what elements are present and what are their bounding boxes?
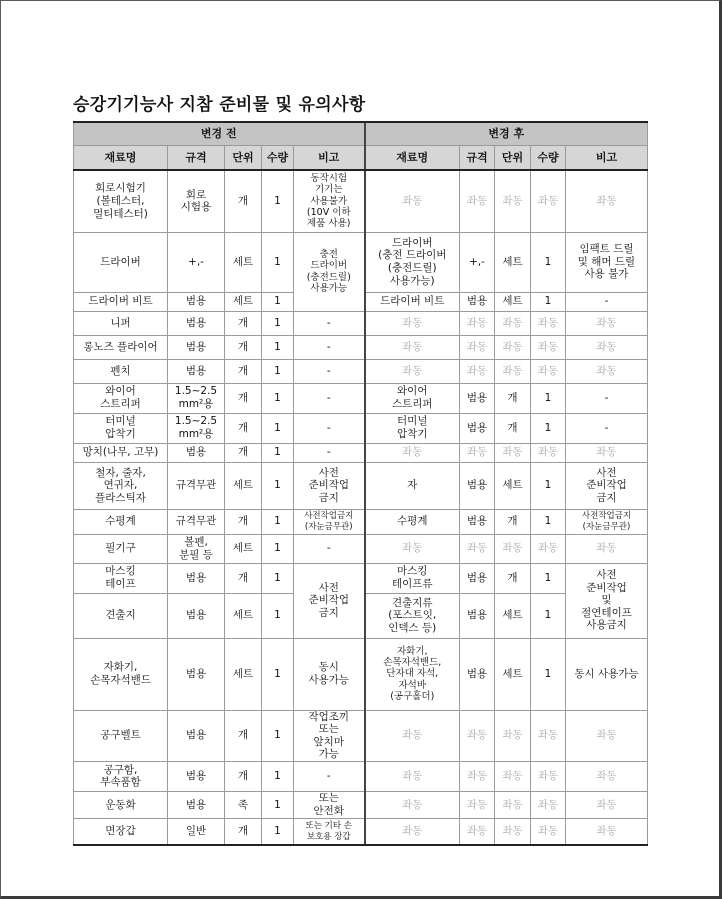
- cell-spec-after: 범용: [460, 593, 495, 638]
- cell-note: -: [294, 413, 365, 443]
- cell-note: -: [294, 534, 365, 563]
- cell-same: 좌동: [365, 818, 460, 845]
- cell-qty: 1: [262, 170, 294, 232]
- cell-note: -: [294, 335, 365, 359]
- cell-spec: 회로 시험용: [168, 170, 225, 232]
- cell-unit-after: 세트: [495, 232, 531, 292]
- table-row: [74, 534, 648, 563]
- cell-qty: 1: [262, 413, 294, 443]
- group-before-label: 변경 전: [74, 122, 365, 146]
- cell-unit-after: 세트: [495, 462, 531, 509]
- table-row: [74, 761, 648, 791]
- col-header-spec: 규격: [168, 146, 225, 171]
- cell-name-after: 드라이버 비트: [365, 292, 460, 311]
- cell-same: 좌동: [566, 443, 648, 462]
- cell-qty-after: 1: [531, 232, 566, 292]
- cell-same: 좌동: [566, 791, 648, 818]
- cell-unit: 세트: [225, 232, 262, 292]
- cell-same: 좌동: [566, 359, 648, 383]
- cell-unit: 세트: [225, 462, 262, 509]
- cell-same: 좌동: [566, 710, 648, 761]
- cell-spec: 1.5~2.5 mm²용: [168, 413, 225, 443]
- cell-same: 좌동: [566, 818, 648, 845]
- cell-same: 좌동: [531, 710, 566, 761]
- cell-note: 사전 준비작업 금지: [294, 563, 365, 638]
- cell-name: 공구함, 부속품함: [74, 761, 168, 791]
- cell-spec-after: 범용: [460, 638, 495, 710]
- cell-note-after: 사전 준비작업 및 절연테이프 사용금지: [566, 563, 648, 638]
- cell-name: 운동화: [74, 791, 168, 818]
- col-header-unit: 단위: [225, 146, 262, 171]
- cell-note: 작업조끼 또는 앞치마 가능: [294, 710, 365, 761]
- cell-spec: +,-: [168, 232, 225, 292]
- cell-unit: 개: [225, 383, 262, 413]
- cell-qty: 1: [262, 232, 294, 292]
- cell-name: 드라이버 비트: [74, 292, 168, 311]
- cell-same: 좌동: [365, 791, 460, 818]
- cell-same: 좌동: [531, 335, 566, 359]
- cell-qty: 1: [262, 462, 294, 509]
- cell-qty: 1: [262, 791, 294, 818]
- cell-same: 좌동: [365, 311, 460, 335]
- cell-spec-after: 범용: [460, 383, 495, 413]
- cell-name: 공구벨트: [74, 710, 168, 761]
- cell-spec: 일반: [168, 818, 225, 845]
- cell-spec: 범용: [168, 311, 225, 335]
- cell-qty: 1: [262, 359, 294, 383]
- cell-same: 좌동: [531, 818, 566, 845]
- cell-spec: 규격무관: [168, 462, 225, 509]
- cell-same: 좌동: [495, 710, 531, 761]
- table-row: [74, 509, 648, 534]
- cell-name: 철자, 줄자, 연귀자, 플라스틱자: [74, 462, 168, 509]
- cell-spec: 범용: [168, 292, 225, 311]
- cell-unit: 개: [225, 170, 262, 232]
- cell-same: 좌동: [495, 761, 531, 791]
- cell-qty: 1: [262, 638, 294, 710]
- cell-same: 좌동: [365, 359, 460, 383]
- cell-qty-after: 1: [531, 413, 566, 443]
- cell-name: 자화기, 손목자석밴드: [74, 638, 168, 710]
- table-row: [74, 359, 648, 383]
- table-row: [74, 170, 648, 232]
- cell-unit: 개: [225, 311, 262, 335]
- cell-name: 필기구: [74, 534, 168, 563]
- cell-note: 충전 드라이버 (충전드릴) 사용가능: [294, 232, 365, 311]
- cell-same: 좌동: [365, 710, 460, 761]
- cell-qty: 1: [262, 534, 294, 563]
- cell-same: 좌동: [566, 761, 648, 791]
- cell-spec: 1.5~2.5 mm²용: [168, 383, 225, 413]
- cell-qty-after: 1: [531, 383, 566, 413]
- cell-spec: 범용: [168, 359, 225, 383]
- cell-note-after: -: [566, 383, 648, 413]
- cell-qty: 1: [262, 818, 294, 845]
- table-row: [74, 413, 648, 443]
- cell-spec: 범용: [168, 335, 225, 359]
- cell-same: 좌동: [495, 791, 531, 818]
- cell-spec-after: 범용: [460, 462, 495, 509]
- table-row: [74, 563, 648, 593]
- cell-name: 와이어 스트리퍼: [74, 383, 168, 413]
- cell-name: 수평계: [74, 509, 168, 534]
- col-header-note-after: 비고: [566, 146, 648, 171]
- cell-name-after: 와이어 스트리퍼: [365, 383, 460, 413]
- cell-same: 좌동: [531, 761, 566, 791]
- cell-same: 좌동: [495, 311, 531, 335]
- cell-same: 좌동: [495, 335, 531, 359]
- cell-spec: 범용: [168, 443, 225, 462]
- cell-spec: 범용: [168, 761, 225, 791]
- table-row: [74, 462, 648, 509]
- cell-qty: 1: [262, 509, 294, 534]
- cell-unit: 개: [225, 359, 262, 383]
- cell-qty: 1: [262, 563, 294, 593]
- cell-note: 사전 준비작업 금지: [294, 462, 365, 509]
- cell-same: 좌동: [460, 170, 495, 232]
- cell-name-after: 견출지류 (포스트잇, 인덱스 등): [365, 593, 460, 638]
- cell-name-after: 자: [365, 462, 460, 509]
- cell-qty: 1: [262, 443, 294, 462]
- cell-note-after: 동시 사용가능: [566, 638, 648, 710]
- cell-same: 좌동: [365, 443, 460, 462]
- cell-same: 좌동: [495, 170, 531, 232]
- table-row: [74, 638, 648, 710]
- cell-same: 좌동: [531, 311, 566, 335]
- cell-name: 롱노즈 플라이어: [74, 335, 168, 359]
- cell-name-after: 드라이버 (충전 드라이버 (충전드릴) 사용가능): [365, 232, 460, 292]
- cell-unit: 개: [225, 710, 262, 761]
- cell-qty-after: 1: [531, 462, 566, 509]
- cell-unit-after: 개: [495, 509, 531, 534]
- cell-note: 동시 사용가능: [294, 638, 365, 710]
- cell-same: 좌동: [531, 443, 566, 462]
- cell-note: -: [294, 311, 365, 335]
- cell-same: 좌동: [460, 335, 495, 359]
- cell-unit-after: 개: [495, 383, 531, 413]
- col-header-note: 비고: [294, 146, 365, 171]
- cell-spec: 범용: [168, 638, 225, 710]
- cell-qty: 1: [262, 292, 294, 311]
- cell-note: 사전작업금지 (자눈금무관): [294, 509, 365, 534]
- cell-unit: 개: [225, 818, 262, 845]
- table-row: [74, 443, 648, 462]
- table-row: [74, 383, 648, 413]
- cell-spec: 범용: [168, 791, 225, 818]
- col-header-qty: 수량: [262, 146, 294, 171]
- table-row: [74, 335, 648, 359]
- cell-same: 좌동: [460, 761, 495, 791]
- cell-qty: 1: [262, 593, 294, 638]
- cell-same: 좌동: [566, 534, 648, 563]
- cell-same: 좌동: [365, 534, 460, 563]
- cell-name: 망치(나무, 고무): [74, 443, 168, 462]
- cell-unit: 세트: [225, 638, 262, 710]
- cell-same: 좌동: [460, 791, 495, 818]
- col-header-name: 재료명: [74, 146, 168, 171]
- cell-same: 좌동: [460, 818, 495, 845]
- cell-note: -: [294, 383, 365, 413]
- cell-qty-after: 1: [531, 638, 566, 710]
- cell-note: 동작시험 기기는 사용불가 (10V 이하 제품 사용): [294, 170, 365, 232]
- cell-note: 또는 기타 손 보호용 장갑: [294, 818, 365, 845]
- cell-name-after: 터미널 압착기: [365, 413, 460, 443]
- cell-name-after: 마스킹 테이프류: [365, 563, 460, 593]
- cell-note: 또는 안전화: [294, 791, 365, 818]
- cell-name: 니퍼: [74, 311, 168, 335]
- cell-qty-after: 1: [531, 563, 566, 593]
- cell-name: 드라이버: [74, 232, 168, 292]
- cell-same: 좌동: [531, 534, 566, 563]
- cell-note: -: [294, 761, 365, 791]
- cell-unit-after: 개: [495, 413, 531, 443]
- cell-same: 좌동: [495, 443, 531, 462]
- cell-unit: 개: [225, 335, 262, 359]
- cell-same: 좌동: [566, 170, 648, 232]
- table-group-header: [74, 122, 648, 146]
- cell-name: 마스킹 테이프: [74, 563, 168, 593]
- cell-unit: 세트: [225, 292, 262, 311]
- cell-unit: 개: [225, 563, 262, 593]
- cell-name: 견출지: [74, 593, 168, 638]
- table-row: [74, 232, 648, 292]
- materials-table: [73, 121, 648, 846]
- cell-same: 좌동: [495, 818, 531, 845]
- cell-spec: 범용: [168, 563, 225, 593]
- cell-qty-after: 1: [531, 292, 566, 311]
- cell-qty: 1: [262, 311, 294, 335]
- cell-spec-after: 범용: [460, 563, 495, 593]
- cell-unit: 세트: [225, 593, 262, 638]
- cell-unit-after: 세트: [495, 638, 531, 710]
- cell-same: 좌동: [460, 359, 495, 383]
- cell-unit-after: 세트: [495, 593, 531, 638]
- cell-same: 좌동: [566, 335, 648, 359]
- cell-spec: 범용: [168, 710, 225, 761]
- cell-name: 펜치: [74, 359, 168, 383]
- cell-qty-after: 1: [531, 509, 566, 534]
- cell-same: 좌동: [495, 359, 531, 383]
- table-column-header: [74, 146, 648, 171]
- cell-same: 좌동: [531, 359, 566, 383]
- col-header-unit-after: 단위: [495, 146, 531, 171]
- cell-same: 좌동: [460, 311, 495, 335]
- cell-same: 좌동: [531, 170, 566, 232]
- cell-same: 좌동: [460, 443, 495, 462]
- cell-unit: 개: [225, 509, 262, 534]
- cell-unit: 세트: [225, 534, 262, 563]
- cell-spec-after: +,-: [460, 232, 495, 292]
- cell-unit: 개: [225, 761, 262, 791]
- cell-qty: 1: [262, 710, 294, 761]
- cell-spec: 규격무관: [168, 509, 225, 534]
- cell-qty: 1: [262, 383, 294, 413]
- col-header-name-after: 재료명: [365, 146, 460, 171]
- cell-note-after: -: [566, 413, 648, 443]
- table-row: [74, 710, 648, 761]
- cell-unit-after: 세트: [495, 292, 531, 311]
- cell-spec: 볼펜, 분필 등: [168, 534, 225, 563]
- cell-name-after: 자화기, 손목자석밴드, 단자대 자석, 자석바 (공구홀더): [365, 638, 460, 710]
- cell-name: 터미널 압착기: [74, 413, 168, 443]
- cell-same: 좌동: [365, 335, 460, 359]
- table-row: [74, 311, 648, 335]
- col-header-qty-after: 수량: [531, 146, 566, 171]
- document-title: 승강기기능사 지참 준비물 및 유의사항: [73, 95, 366, 115]
- cell-note: -: [294, 443, 365, 462]
- cell-same: 좌동: [495, 534, 531, 563]
- cell-unit-after: 개: [495, 563, 531, 593]
- cell-qty-after: 1: [531, 593, 566, 638]
- cell-name: 회로시험기 (볼테스터, 멀티테스터): [74, 170, 168, 232]
- cell-same: 좌동: [460, 710, 495, 761]
- cell-unit: 개: [225, 443, 262, 462]
- cell-qty: 1: [262, 761, 294, 791]
- cell-unit: 족: [225, 791, 262, 818]
- cell-same: 좌동: [531, 791, 566, 818]
- cell-same: 좌동: [365, 170, 460, 232]
- cell-same: 좌동: [566, 311, 648, 335]
- cell-unit: 개: [225, 413, 262, 443]
- cell-spec: 범용: [168, 593, 225, 638]
- group-after-label: 변경 후: [365, 122, 648, 146]
- cell-note-after: -: [566, 292, 648, 311]
- cell-note-after: 사전작업금지 (자눈금무관): [566, 509, 648, 534]
- cell-spec-after: 범용: [460, 413, 495, 443]
- cell-name-after: 수평계: [365, 509, 460, 534]
- cell-name: 면장갑: [74, 818, 168, 845]
- cell-same: 좌동: [365, 761, 460, 791]
- cell-note-after: 임팩트 드릴 및 해머 드릴 사용 불가: [566, 232, 648, 292]
- cell-spec-after: 범용: [460, 292, 495, 311]
- cell-note-after: 사전 준비작업 금지: [566, 462, 648, 509]
- table-row: [74, 818, 648, 845]
- cell-qty: 1: [262, 335, 294, 359]
- table-row: [74, 791, 648, 818]
- cell-spec-after: 범용: [460, 509, 495, 534]
- col-header-spec-after: 규격: [460, 146, 495, 171]
- cell-note: -: [294, 359, 365, 383]
- cell-same: 좌동: [460, 534, 495, 563]
